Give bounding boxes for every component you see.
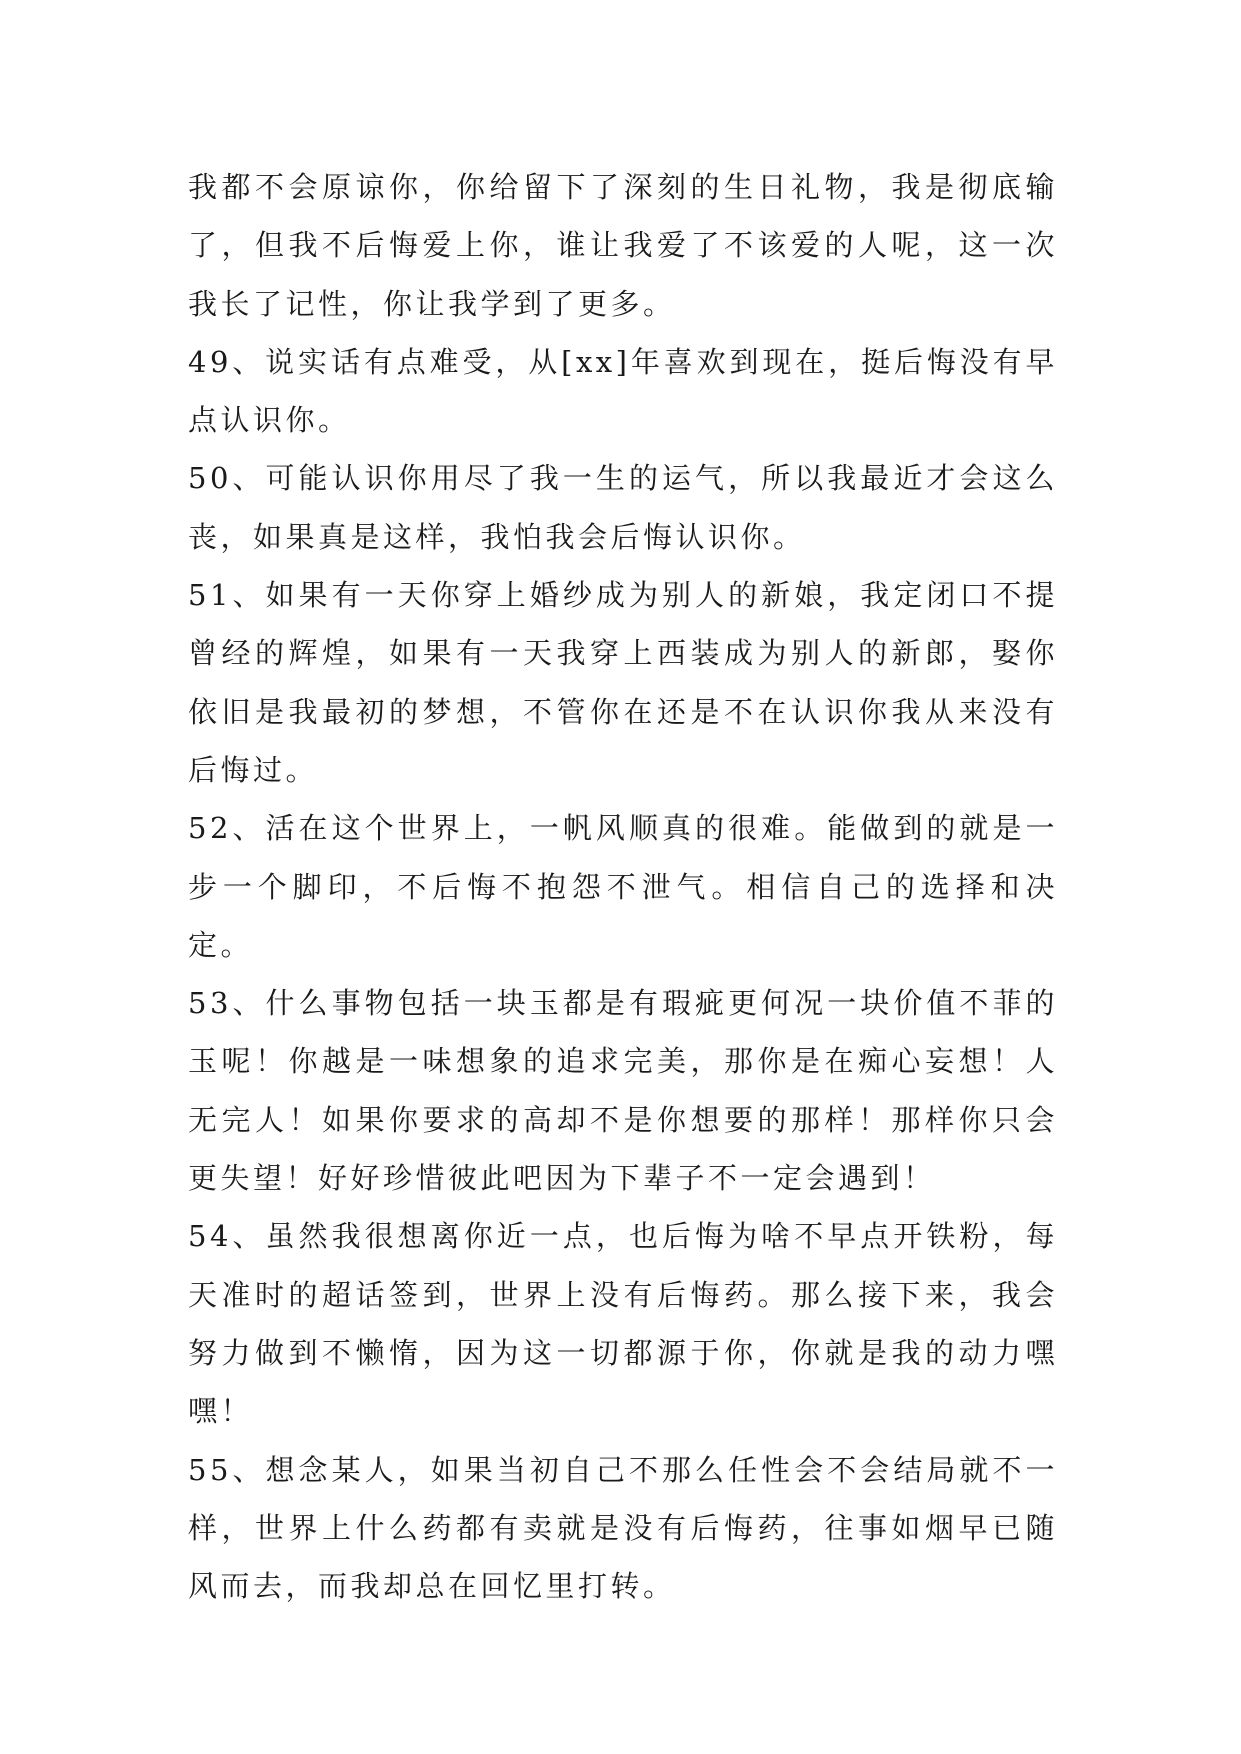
paragraph-intro: 我都不会原谅你，你给留下了深刻的生日礼物，我是彻底输了，但我不后悔爱上你，谁让我爱了不该爱的人呢，这一次我长了记性，你让我学到了更多。 [188, 170, 1058, 321]
paragraph-52: 52、活在这个世界上，一帆风顺真的很难。能做到的就是一步一个脚印，不后悔不抱怨不泄气。相信自己的选择和决定。 [188, 811, 1058, 962]
document-body [188, 158, 1058, 1615]
paragraph-49: 49、说实话有点难受，从[xx]年喜欢到现在，挺后悔没有早点认识你。 [188, 344, 1058, 438]
paragraph-50: 50、可能认识你用尽了我一生的运气，所以我最近才会这么丧，如果真是这样，我怕我会后悔认识你。 [188, 461, 1058, 554]
paragraph-51: 51、如果有一天你穿上婚纱成为别人的新娘，我定闭口不提曾经的辉煌，如果有一天我穿上西装成为别人的新郎，娶你依旧是我最初的梦想，不管你在还是不在认识你我从来没有后悔过。 [188, 578, 1058, 787]
paragraph-54: 54、虽然我很想离你近一点，也后悔为啥不早点开铁粉，每天准时的超话签到，世界上没有后悔药。那么接下来，我会努力做到不懒惰，因为这一切都源于你，你就是我的动力嘿嘿！ [188, 1219, 1058, 1429]
paragraph-55: 55、想念某人，如果当初自己不那么任性会不会结局就不一样，世界上什么药都有卖就是没有后悔药，往事如烟早已随风而去，而我却总在回忆里打转。 [188, 1452, 1058, 1604]
paragraph-53: 53、什么事物包括一块玉都是有瑕疵更何况一块价值不菲的玉呢！你越是一味想象的追求完美，那你是在痴心妄想！人无完人！如果你要求的高却不是你想要的那样！那样你只会更失望！好好珍惜彼此吧因为下辈子不一定会遇到！ [188, 986, 1058, 1196]
